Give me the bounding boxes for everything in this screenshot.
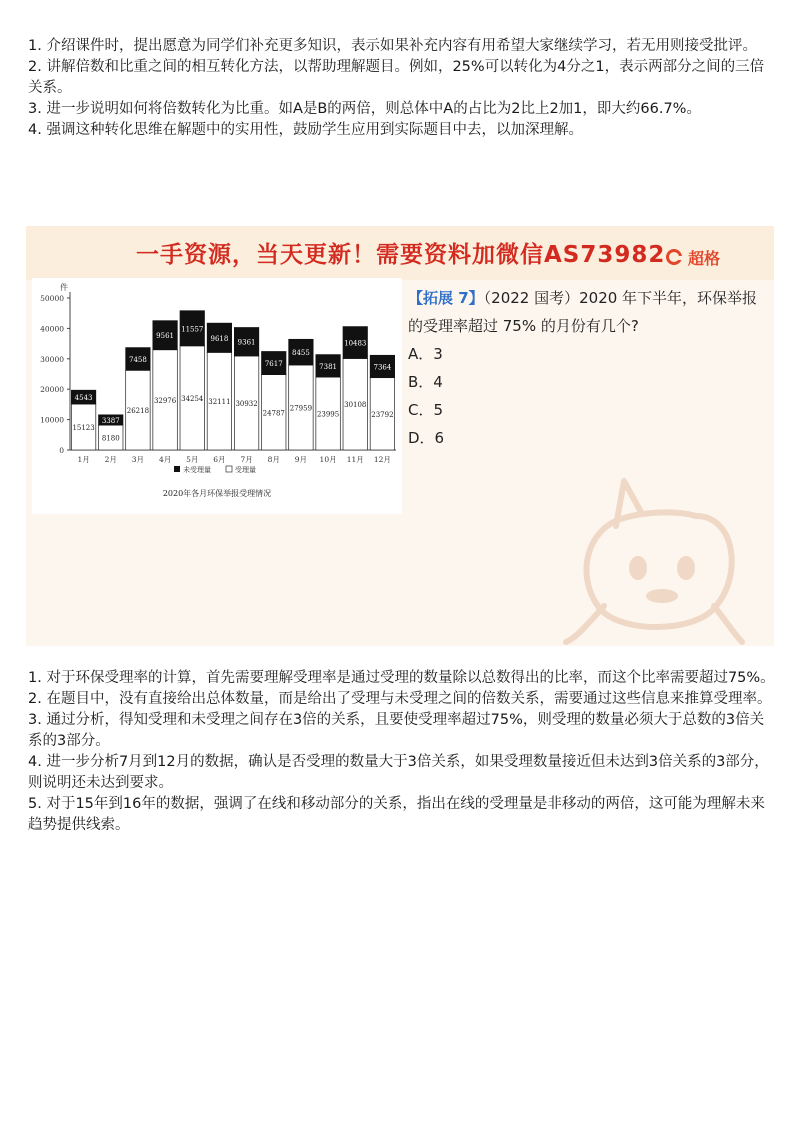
data-label-accepted: 30108 bbox=[344, 401, 367, 410]
legend-swatch-accepted bbox=[226, 466, 232, 472]
question-text: （2022 国考）2020 年下半年，环保举报的受理率超过 75% 的月份有几个? bbox=[408, 289, 758, 335]
data-label-unaccepted: 7617 bbox=[264, 360, 283, 369]
x-tick-label: 8月 bbox=[267, 455, 280, 464]
x-tick-label: 7月 bbox=[240, 455, 253, 464]
legend-label-accepted: 受理量 bbox=[235, 466, 256, 474]
data-label-accepted: 23792 bbox=[371, 410, 394, 419]
data-label-accepted: 23995 bbox=[316, 410, 340, 419]
option-a: A．3 bbox=[408, 345, 443, 363]
note-item: 5. 对于15年到16年的数据，强调了在线和移动部分的关系，指出在线的受理量是非移动的两倍，这可能为理解未来趋势提供线索。 bbox=[28, 796, 765, 833]
x-tick-label: 3月 bbox=[131, 455, 145, 464]
data-label-accepted: 34254 bbox=[181, 394, 204, 403]
note-item: 1. 对于环保受理率的计算，首先需要理解受理率是通过受理的数量除以总数得出的比率，而这个比率需要超过75%。 bbox=[28, 670, 775, 686]
data-label-unaccepted: 7458 bbox=[129, 355, 147, 364]
legend-label-unaccepted: 未受理量 bbox=[183, 466, 211, 474]
data-label-unaccepted: 9361 bbox=[237, 338, 256, 347]
chart-title: 2020年各月环保举报受理情况 bbox=[162, 489, 272, 498]
brand-g-icon bbox=[666, 249, 682, 265]
x-tick-label: 1月 bbox=[77, 455, 90, 464]
stacked-bar-chart bbox=[32, 278, 402, 514]
data-label-accepted: 30932 bbox=[235, 399, 258, 408]
data-label-accepted: 27959 bbox=[289, 404, 313, 413]
data-label-accepted: 24787 bbox=[262, 409, 285, 418]
note-item: 1. 介绍课件时，提出愿意为同学们补充更多知识，表示如果补充内容有用希望大家继续学习，若无用则接受批评。 bbox=[28, 38, 757, 54]
note-item: 2. 在题目中，没有直接给出总体数量，而是给出了受理与未受理之间的倍数关系，需要通过这些信息来推算受理率。 bbox=[28, 691, 772, 707]
y-tick-label: 50000 bbox=[40, 294, 64, 303]
slide-banner bbox=[26, 226, 774, 280]
x-tick-label: 2月 bbox=[104, 455, 117, 464]
y-tick-label: 40000 bbox=[40, 324, 64, 334]
x-tick-label: 5月 bbox=[186, 455, 199, 464]
y-tick-label: 30000 bbox=[40, 354, 64, 364]
data-label-unaccepted: 7381 bbox=[319, 362, 337, 371]
option-d: D．6 bbox=[408, 429, 445, 447]
legend-swatch-unaccepted bbox=[174, 466, 180, 472]
data-label-unaccepted: 9618 bbox=[210, 334, 229, 343]
data-label-unaccepted: 10483 bbox=[344, 339, 367, 348]
data-label-unaccepted: 8455 bbox=[292, 349, 310, 358]
data-label-unaccepted: 3387 bbox=[101, 416, 120, 425]
option-c: C．5 bbox=[408, 401, 444, 419]
x-tick-label: 12月 bbox=[373, 455, 391, 464]
note-item: 4. 强调这种转化思维在解题中的实用性，鼓励学生应用到实际题目中去，以加深理解。 bbox=[28, 122, 583, 138]
data-label-accepted: 15123 bbox=[72, 424, 95, 433]
data-label-unaccepted: 11557 bbox=[181, 325, 204, 334]
x-tick-label: 10月 bbox=[319, 455, 337, 464]
chart-panel bbox=[32, 278, 402, 514]
question-tag: 【拓展 7】 bbox=[408, 289, 484, 307]
note-item: 2. 讲解倍数和比重之间的相互转化方法，以帮助理解题目。例如，25%可以转化为4分之1，表示两部分之间的三倍关系。 bbox=[28, 59, 765, 96]
data-label-accepted: 32976 bbox=[153, 396, 177, 405]
y-tick-label: 10000 bbox=[40, 415, 64, 425]
option-b: B．4 bbox=[408, 373, 443, 391]
note-item: 3. 进一步说明如何将倍数转化为比重。如A是B的两倍，则总体中A的占比为2比上2加1，即大约66.7%。 bbox=[28, 101, 701, 117]
data-label-unaccepted: 7364 bbox=[373, 363, 392, 372]
data-label-unaccepted: 4543 bbox=[74, 394, 93, 403]
question-block bbox=[408, 284, 758, 452]
y-axis-unit: 件 bbox=[60, 283, 68, 292]
y-tick-label: 20000 bbox=[40, 385, 64, 395]
unicorn-mascot-watermark bbox=[546, 456, 746, 646]
question-stem bbox=[408, 284, 758, 340]
notes-bottom bbox=[28, 668, 776, 836]
x-tick-label: 11月 bbox=[346, 455, 364, 464]
slide bbox=[26, 226, 774, 646]
y-tick-label: 0 bbox=[59, 446, 64, 455]
brand-logo bbox=[666, 246, 720, 268]
x-tick-label: 9月 bbox=[294, 455, 308, 464]
banner-text: 一手资源，当天更新！需要资料加微信AS73982 bbox=[136, 242, 666, 268]
x-tick-label: 6月 bbox=[213, 455, 226, 464]
note-item: 4. 进一步分析7月到12月的数据，确认是否受理的数量大于3倍关系，如果受理数量接近但未达到3倍关系的3部分，则说明还未达到要求。 bbox=[28, 754, 769, 791]
data-label-accepted: 32111 bbox=[208, 398, 231, 407]
brand-name: 超格 bbox=[688, 248, 721, 268]
note-item: 3. 通过分析，得知受理和未受理之间存在3倍的关系，且要使受理率超过75%，则受理的数量必须大于总数的3倍关系的3部分。 bbox=[28, 712, 765, 749]
data-label-unaccepted: 9561 bbox=[156, 332, 174, 341]
data-label-accepted: 26218 bbox=[126, 407, 150, 416]
notes-top bbox=[28, 36, 776, 141]
x-tick-label: 4月 bbox=[158, 455, 172, 464]
data-label-accepted: 8180 bbox=[101, 434, 120, 443]
